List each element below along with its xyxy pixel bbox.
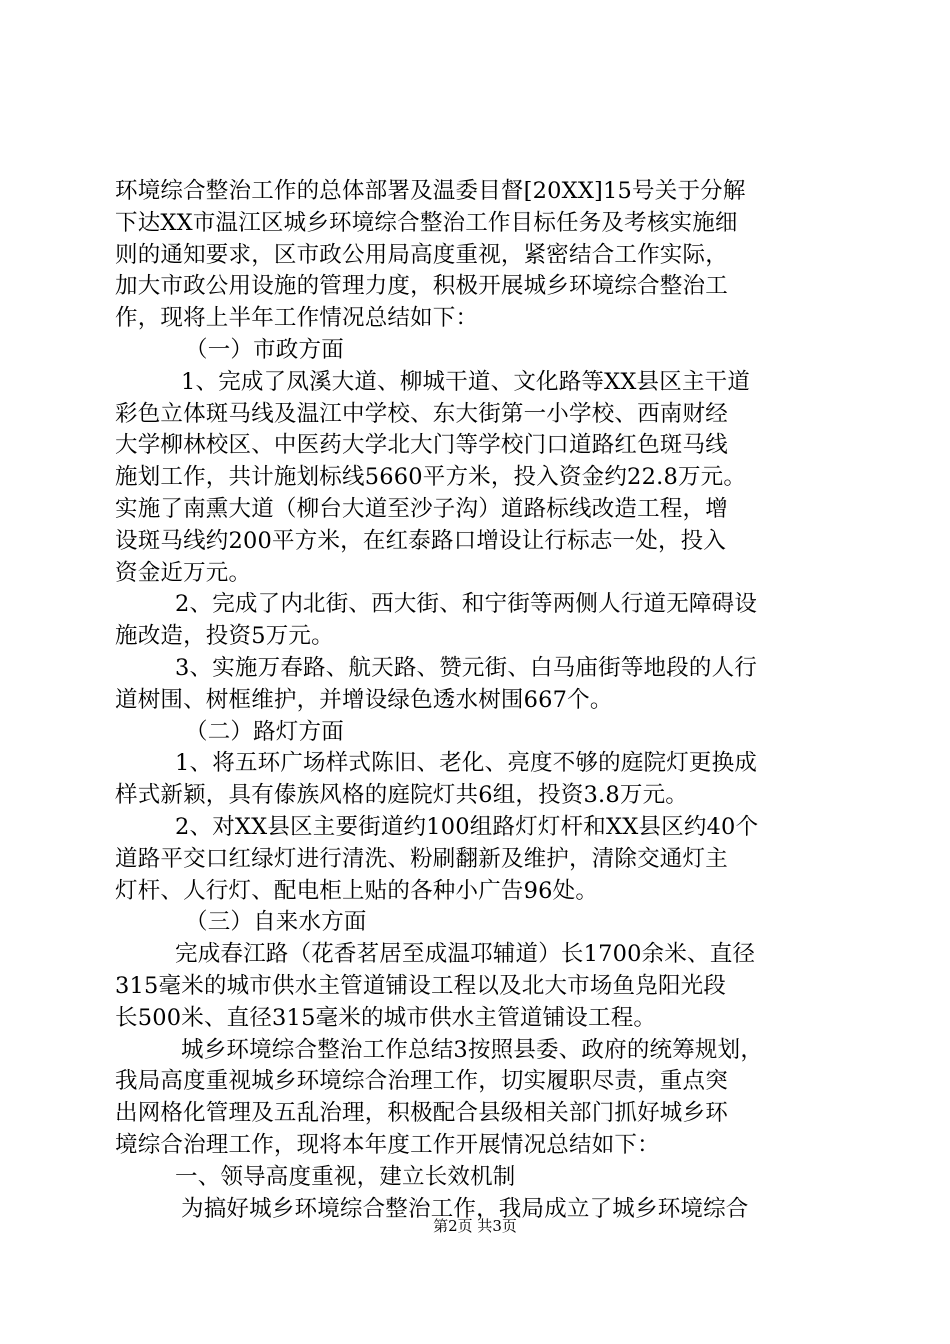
document-body: [115, 176, 850, 1225]
text-line: 我局高度重视城乡环境综合治理工作，切实履职尽责，重点突: [115, 1068, 728, 1095]
text-line: 下达XX市温江区城乡环境综合整治工作目标任务及考核实施细: [115, 209, 738, 236]
text-line: （二）路灯方面: [185, 718, 344, 745]
text-line: 加大市政公用设施的管理力度，积极开展城乡环境综合整治工: [115, 273, 728, 300]
text-line: 大学柳林校区、中医药大学北大门等学校门口道路红色斑马线: [115, 432, 728, 459]
text-line: 作，现将上半年工作情况总结如下：: [115, 305, 479, 332]
text-line: 彩色立体斑马线及温江中学校、东大街第一小学校、西南财经: [115, 400, 728, 427]
text-line: 2、完成了内北街、西大街、和宁街等两侧人行道无障碍设: [175, 591, 758, 618]
text-line: 资金近万元。: [115, 559, 252, 586]
text-line: 1、完成了凤溪大道、柳城干道、文化路等XX县区主干道: [181, 368, 751, 395]
text-line: 1、将五环广场样式陈旧、老化、亮度不够的庭院灯更换成: [175, 750, 758, 777]
text-line: 样式新颖，具有傣族风格的庭院灯共6组，投资3.8万元。: [115, 782, 688, 809]
text-line: 设斑马线约200平方米，在红泰路口增设让行标志一处，投入: [115, 527, 727, 554]
text-line: 环境综合整治工作的总体部署及温委目督[20XX]15号关于分解: [115, 178, 746, 204]
page-footer: 第2页 共3页: [433, 1217, 517, 1235]
text-line: 一、领导高度重视，建立长效机制: [175, 1163, 516, 1190]
text-line: 道树围、树框维护，并增设绿色透水树围667个。: [115, 686, 613, 713]
text-line: 2、对XX县区主要街道约100组路灯灯杆和XX县区约40个: [175, 813, 759, 840]
text-line: 则的通知要求，区市政公用局高度重视，紧密结合工作实际，: [115, 241, 728, 268]
text-line: 施改造，投资5万元。: [115, 623, 334, 650]
text-line: 施划工作，共计施划标线5660平方米，投入资金约22.8万元。: [115, 464, 747, 491]
text-line: 315毫米的城市供水主管道铺设工程以及北大市场鱼凫阳光段: [115, 972, 727, 999]
text-line: 道路平交口红绿灯进行清洗、粉刷翻新及维护，清除交通灯主: [115, 845, 728, 872]
text-line: 为搞好城乡环境综合整治工作，我局成立了城乡环境综合: [181, 1195, 749, 1222]
text-line: （一）市政方面: [185, 336, 344, 363]
text-line: 长500米、直径315毫米的城市供水主管道铺设工程。: [115, 1004, 657, 1031]
text-line: 城乡环境综合整治工作总结3按照县委、政府的统筹规划，: [181, 1036, 764, 1063]
text-line: 3、实施万春路、航天路、赞元街、白马庙街等地段的人行: [175, 654, 758, 681]
text-line: 实施了南熏大道（柳台大道至沙子沟）道路标线改造工程，增: [115, 495, 728, 522]
text-line: 出网格化管理及五乱治理，积极配合县级相关部门抓好城乡环: [115, 1100, 728, 1127]
text-line: （三）自来水方面: [185, 909, 367, 936]
text-line: 境综合治理工作，现将本年度工作开展情况总结如下：: [115, 1131, 660, 1158]
text-line: 灯杆、人行灯、配电柜上贴的各种小广告96处。: [115, 877, 599, 904]
text-line: 完成春江路（花香茗居至成温邛辅道）长1700余米、直径: [175, 941, 756, 968]
